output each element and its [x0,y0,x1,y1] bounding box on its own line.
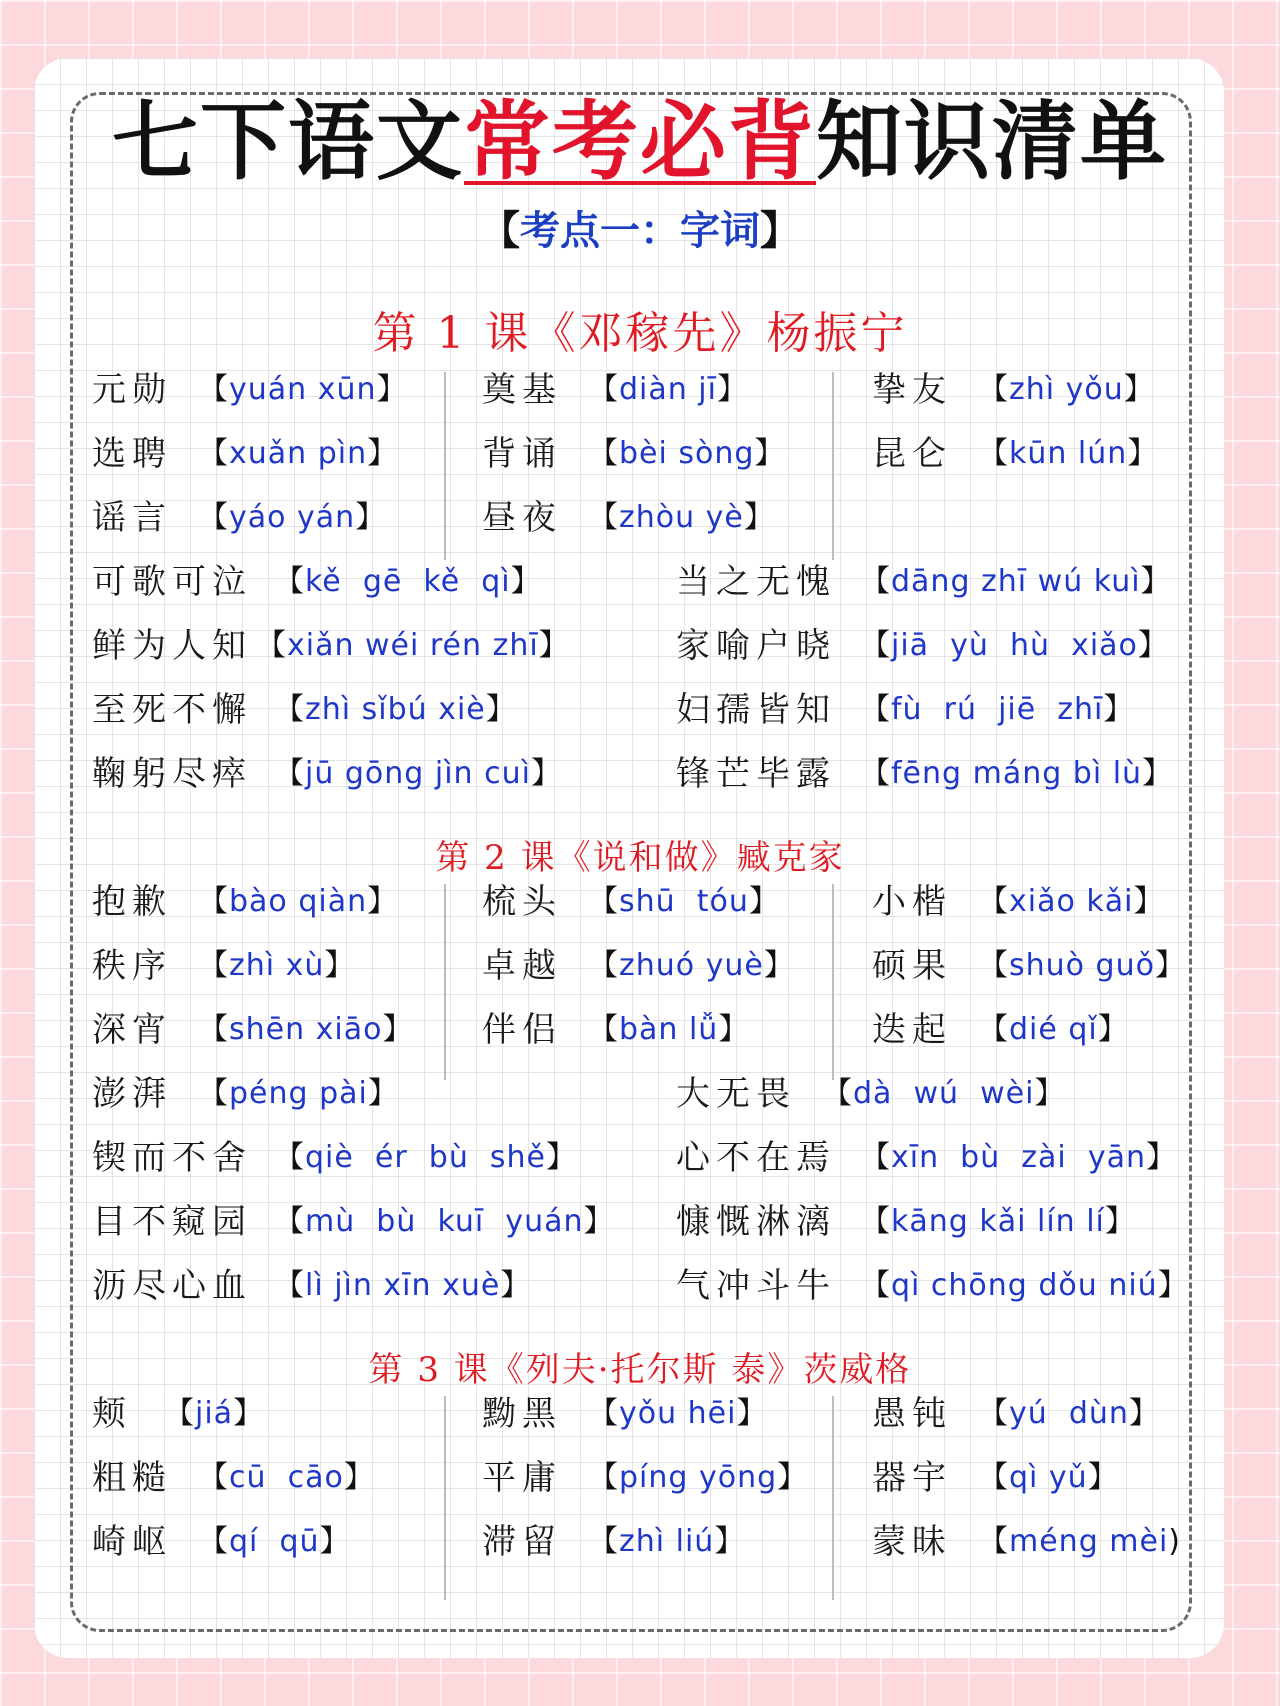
vocab-word: 大无畏 [676,1073,796,1114]
vocab-entry [92,1385,264,1435]
vocab-pinyin [164,1388,264,1432]
vocab-entry [872,1001,1129,1051]
bracket-close: 】 [1128,1396,1160,1431]
column-divider [444,884,446,1080]
bracket-open: 【 [274,756,305,791]
bracket-open: 【 [978,436,1009,471]
vocab-entry [92,1257,531,1307]
vocab-entry [482,361,748,411]
vocab-word: 秩序 [92,945,172,986]
vocab-word: 家喻户晓 [676,625,836,666]
vocab-entry [92,1513,351,1563]
vocab-entry [676,681,1134,731]
section-subtitle [0,206,1280,256]
title-highlight: 常考必背 [464,92,816,192]
vocab-pinyin [198,364,407,408]
pinyin-text: dié qǐ [1009,1012,1098,1047]
pinyin-text: kě gē kě qì [305,564,511,599]
bracket-open: 【 [588,948,619,983]
vocab-pinyin [978,1004,1129,1048]
vocab-pinyin [198,1452,375,1496]
vocab-pinyin [274,684,517,728]
bracket-close: 】 [718,1012,750,1047]
vocab-entry [92,745,562,795]
vocab-entry [676,1257,1189,1307]
bracket-open: 【 [198,948,229,983]
vocab-entry [482,1513,745,1563]
vocab-word: 背诵 [482,433,562,474]
vocab-word: 慷慨淋漓 [676,1201,836,1242]
bracket-close: ) [1168,1524,1182,1559]
bracket-close: 】 [1137,628,1169,663]
title-prefix: 七下语文 [112,92,464,192]
pinyin-text: dāng zhī wú kuì [891,564,1141,599]
bracket-open: 【 [978,948,1009,983]
pinyin-text: bàn lǚ [619,1012,719,1047]
vocab-word: 昆仑 [872,433,952,474]
vocab-pinyin [198,492,386,536]
vocab-word: 目不窥园 [92,1201,252,1242]
bracket-close: 】 [319,1524,351,1559]
bracket-close: 】 [367,884,399,919]
bracket-open: 【 [860,692,891,727]
column-divider [832,884,834,1080]
bracket-close: 】 [743,500,775,535]
vocab-word: 颊 [92,1393,132,1434]
vocab-pinyin [978,876,1164,920]
vocab-entry [482,1385,767,1435]
vocab-pinyin [588,940,795,984]
bracket-open: 【 [588,1012,619,1047]
bracket-open: 【 [198,500,229,535]
vocab-entry [92,361,407,411]
vocab-pinyin [860,1260,1189,1304]
bracket-open: 【 [198,1076,229,1111]
vocab-pinyin [588,428,785,472]
vocab-pinyin [588,364,748,408]
vocab-word: 奠基 [482,369,562,410]
bracket-close: 】 [1133,884,1165,919]
bracket-close: 】 [1127,436,1159,471]
vocab-pinyin [256,620,570,664]
bracket-close: 】 [1146,1140,1177,1175]
pinyin-text: zhòu yè [619,500,744,535]
vocab-word: 迭起 [872,1009,952,1050]
vocab-word: 硕果 [872,945,952,986]
bracket-open: 【 [274,1268,305,1303]
lesson-1-heading: 第 1 课《邓稼先》杨振宁 [372,308,908,359]
vocab-word: 崎岖 [92,1521,172,1562]
pinyin-text: kūn lún [1009,436,1128,471]
bracket-open: 【 [274,1140,305,1175]
bracket-close: 】 [1097,1012,1129,1047]
vocab-entry [676,1065,1065,1115]
bracket-close: 】 [583,1204,615,1239]
bracket-open: 【 [978,1460,1009,1495]
vocab-word: 至死不懈 [92,689,252,730]
vocab-word: 平庸 [482,1457,562,1498]
vocab-word: 黝黑 [482,1393,562,1434]
pinyin-text: bào qiàn [229,884,368,919]
bracket-close: 】 [530,756,562,791]
bracket-open: 【 [978,372,1009,407]
bracket-open: 【 [588,1524,619,1559]
bracket-open: 【 [198,884,229,919]
bracket-open: 【 [198,1012,229,1047]
vocab-word: 滞留 [482,1521,562,1562]
pinyin-text: zhì yǒu [1009,372,1124,407]
vocab-word: 梳头 [482,881,562,922]
vocab-entry [482,873,780,923]
pinyin-text: péng pài [229,1076,368,1111]
vocab-word: 伴侣 [482,1009,562,1050]
pinyin-text: xiǎo kǎi [1009,884,1134,919]
vocab-entry [482,1001,749,1051]
bracket-open: 【 [860,564,891,599]
vocab-pinyin [274,1196,614,1240]
vocab-pinyin [588,1004,749,1048]
vocab-word: 抱歉 [92,881,172,922]
bracket-close: 】 [1154,948,1186,983]
bracket-open: 【 [198,436,229,471]
bracket-close: 】 [1103,692,1135,727]
bracket-close: 】 [233,1396,265,1431]
bracket-open: 【 [860,1140,891,1175]
bracket-open: 【 [860,756,891,791]
vocab-word: 锲而不舍 [92,1137,252,1178]
vocab-word: 挚友 [872,369,952,410]
bracket-open: 【 [198,1460,229,1495]
vocab-entry [872,1449,1119,1499]
vocab-pinyin [274,1132,577,1176]
vocab-pinyin [978,1516,1181,1560]
bracket-close: 】 [546,1140,577,1175]
vocab-pinyin [978,1452,1119,1496]
subtitle-close-bracket: 】 [760,208,800,254]
bracket-close: 】 [485,692,517,727]
vocab-pinyin [822,1068,1065,1112]
vocab-entry [92,553,542,603]
bracket-close: 】 [748,884,780,919]
bracket-close: 】 [343,1460,375,1495]
bracket-close: 】 [777,1460,809,1495]
pinyin-text: píng yōng [619,1460,778,1495]
vocab-pinyin [198,1068,399,1112]
bracket-open: 【 [198,1524,229,1559]
vocab-entry [482,1449,808,1499]
vocab-entry [676,1129,1177,1179]
vocab-entry [92,1193,614,1243]
bracket-close: 】 [1157,1268,1189,1303]
bracket-open: 【 [978,1524,1009,1559]
bracket-close: 】 [367,436,399,471]
bracket-open: 【 [164,1396,195,1431]
vocab-word: 鞠躬尽瘁 [92,753,252,794]
pinyin-text: shū tóu [619,884,749,919]
pinyin-text: xīn bù zài yān [891,1140,1146,1175]
column-divider [832,372,834,560]
bracket-open: 【 [822,1076,853,1111]
bracket-close: 】 [763,948,795,983]
vocab-pinyin [274,556,542,600]
bracket-close: 】 [376,372,408,407]
vocab-word: 愚钝 [872,1393,952,1434]
bracket-close: 】 [355,500,387,535]
vocab-entry [92,937,355,987]
pinyin-text: shēn xiāo [229,1012,383,1047]
vocab-entry [92,425,398,475]
vocab-entry [872,937,1186,987]
vocab-entry [482,425,785,475]
column-divider [444,1396,446,1600]
vocab-word: 卓越 [482,945,562,986]
vocab-word: 当之无愧 [676,561,836,602]
vocab-entry [872,1513,1181,1563]
vocab-pinyin [198,940,355,984]
bracket-close: 】 [1104,1204,1136,1239]
bracket-close: 】 [1087,1460,1119,1495]
bracket-close: 】 [1034,1076,1066,1111]
vocab-pinyin [588,1516,745,1560]
lesson-2-heading: 第 2 课《说和做》臧克家 [435,838,845,878]
vocab-word: 鲜为人知 [92,625,252,666]
bracket-close: 】 [714,1524,746,1559]
bracket-open: 【 [860,1204,891,1239]
vocab-entry [92,489,386,539]
vocab-entry [482,489,775,539]
bracket-close: 】 [324,948,356,983]
vocab-pinyin [274,748,562,792]
vocab-pinyin [588,1452,808,1496]
vocab-entry [92,1001,413,1051]
vocab-entry [92,1065,399,1115]
bracket-open: 【 [198,372,229,407]
vocab-pinyin [588,1388,767,1432]
bracket-open: 【 [274,1204,305,1239]
bracket-open: 【 [588,884,619,919]
pinyin-text: jiá [195,1396,234,1431]
bracket-close: 】 [538,628,570,663]
vocab-pinyin [588,492,775,536]
pinyin-text: diàn jī [619,372,717,407]
vocab-pinyin [198,1516,351,1560]
vocab-entry [676,617,1169,667]
bracket-open: 【 [860,628,891,663]
vocab-entry [482,937,795,987]
vocab-pinyin [274,1260,531,1304]
pinyin-text: zhuó yuè [619,948,764,983]
vocab-pinyin [860,1196,1136,1240]
bracket-open: 【 [256,628,287,663]
vocab-entry [92,681,517,731]
vocab-entry [872,425,1158,475]
pinyin-text: kāng kǎi lín lí [891,1204,1105,1239]
column-divider [444,372,446,560]
vocab-word: 蒙昧 [872,1521,952,1562]
vocab-entry [92,1129,577,1179]
bracket-close: 】 [500,1268,532,1303]
vocab-word: 昼夜 [482,497,562,538]
column-divider [832,1396,834,1600]
vocab-pinyin [198,428,398,472]
pinyin-text: bèi sòng [619,436,755,471]
bracket-open: 【 [274,564,305,599]
vocab-pinyin [978,428,1158,472]
pinyin-text: shuò guǒ [1009,948,1155,983]
pinyin-text: jiā yù hù xiǎo [891,628,1138,663]
pinyin-text: yuán xūn [229,372,377,407]
vocab-word: 谣言 [92,497,172,538]
bracket-open: 【 [588,372,619,407]
bracket-close: 】 [1140,564,1172,599]
bracket-close: 】 [754,436,786,471]
vocab-pinyin [588,876,780,920]
vocab-pinyin [860,684,1134,728]
vocab-word: 心不在焉 [676,1137,836,1178]
vocab-entry [92,873,398,923]
vocab-pinyin [978,1388,1160,1432]
vocab-word: 锋芒毕露 [676,753,836,794]
bracket-open: 【 [588,436,619,471]
subtitle-text: 考点一：字词 [520,208,760,254]
pinyin-text: yáo yán [229,500,356,535]
vocab-entry [92,1449,375,1499]
pinyin-text: jū gōng jìn cuì [305,756,531,791]
vocab-pinyin [198,1004,413,1048]
pinyin-text: yú dùn [1009,1396,1129,1431]
pinyin-text: dà wú wèi [853,1076,1035,1111]
pinyin-text: fēng máng bì lù [891,756,1143,791]
vocab-pinyin [978,940,1186,984]
pinyin-text: qì chōng dǒu niú [891,1268,1158,1303]
vocab-pinyin [978,364,1155,408]
bracket-open: 【 [588,1396,619,1431]
pinyin-text: xiǎn wéi rén zhī [287,628,539,663]
pinyin-text: lì jìn xīn xuè [305,1268,501,1303]
vocab-pinyin [198,876,398,920]
bracket-open: 【 [588,1460,619,1495]
vocab-word: 沥尽心血 [92,1265,252,1306]
vocab-entry [872,361,1155,411]
lesson-3-heading: 第 3 课《列夫·托尔斯 泰》茨威格 [368,1350,912,1390]
pinyin-text: zhì liú [619,1524,715,1559]
vocab-pinyin [860,1132,1177,1176]
pinyin-text: fù rú jiē zhī [891,692,1104,727]
vocab-word: 深宵 [92,1009,172,1050]
vocab-word: 选聘 [92,433,172,474]
bracket-close: 】 [382,1012,414,1047]
bracket-open: 【 [978,884,1009,919]
bracket-close: 】 [510,564,542,599]
vocab-word: 粗糙 [92,1457,172,1498]
bracket-close: 】 [367,1076,399,1111]
bracket-open: 【 [274,692,305,727]
vocab-entry [92,617,570,667]
bracket-open: 【 [860,1268,891,1303]
vocab-entry [872,873,1164,923]
bracket-open: 【 [588,500,619,535]
pinyin-text: qiè ér bù shě [305,1140,546,1175]
vocab-pinyin [860,748,1173,792]
bracket-close: 】 [1123,372,1155,407]
vocab-word: 澎湃 [92,1073,172,1114]
pinyin-text: xuǎn pìn [229,436,368,471]
bracket-close: 】 [1142,756,1174,791]
vocab-word: 妇孺皆知 [676,689,836,730]
bracket-open: 【 [978,1396,1009,1431]
bracket-close: 】 [736,1396,768,1431]
vocab-word: 气冲斗牛 [676,1265,836,1306]
page-title [0,92,1280,192]
pinyin-text: yǒu hēi [619,1396,737,1431]
bracket-close: 】 [716,372,748,407]
pinyin-text: mù bù kuī yuán [305,1204,584,1239]
vocab-entry [872,1385,1160,1435]
vocab-entry [676,745,1173,795]
pinyin-text: méng mèi [1009,1524,1169,1559]
vocab-entry [676,553,1172,603]
vocab-word: 小楷 [872,881,952,922]
vocab-entry [676,1193,1136,1243]
title-suffix: 知识清单 [816,92,1168,192]
bracket-open: 【 [978,1012,1009,1047]
pinyin-text: qì yǔ [1009,1460,1088,1495]
vocab-pinyin [860,556,1172,600]
vocab-pinyin [860,620,1169,664]
pinyin-text: zhì xù [229,948,325,983]
pinyin-text: cū cāo [229,1460,344,1495]
vocab-word: 元勋 [92,369,172,410]
vocab-word: 器宇 [872,1457,952,1498]
vocab-word: 可歌可泣 [92,561,252,602]
subtitle-open-bracket: 【 [480,208,520,254]
pinyin-text: zhì sǐbú xiè [305,692,486,727]
pinyin-text: qí qū [229,1524,320,1559]
